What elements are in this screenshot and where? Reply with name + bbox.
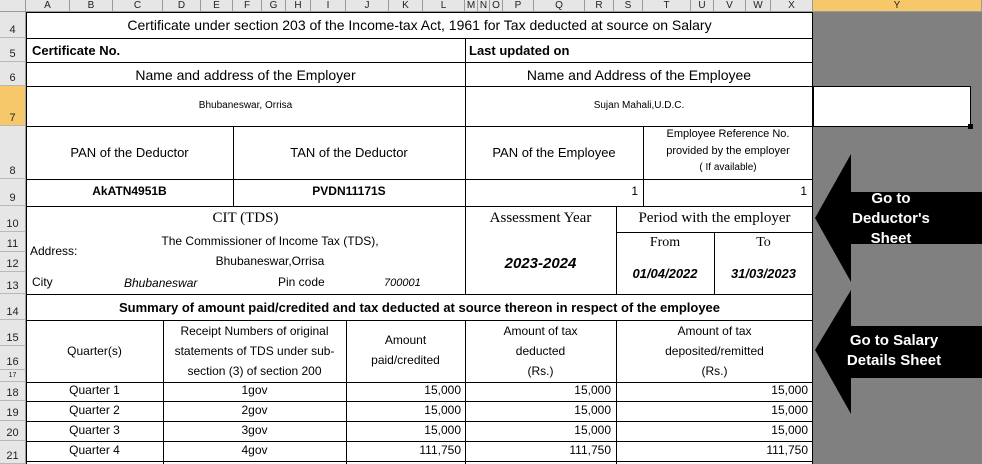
row-header-11[interactable]: 11 bbox=[0, 232, 26, 252]
row-header-7[interactable]: 7 bbox=[0, 86, 26, 126]
column-header-b[interactable]: B bbox=[70, 0, 113, 12]
tax-deducted-header-1: Amount of tax bbox=[503, 324, 578, 338]
row-header-14[interactable]: 14 bbox=[0, 294, 26, 320]
pin-value[interactable]: 700001 bbox=[384, 277, 421, 289]
receipt-header-1: Receipt Numbers of original bbox=[180, 324, 329, 338]
row-header-20[interactable]: 20 bbox=[0, 421, 26, 441]
tax-deducted-header-2: deducted bbox=[515, 344, 566, 358]
row-header-16[interactable]: 16 bbox=[0, 346, 26, 370]
fill-handle[interactable] bbox=[968, 124, 973, 129]
tax-deposited-cell[interactable]: 111,750 bbox=[766, 443, 808, 457]
column-header-u[interactable]: U bbox=[691, 0, 714, 12]
to-date[interactable]: 31/03/2023 bbox=[730, 266, 797, 281]
column-header-q[interactable]: Q bbox=[534, 0, 585, 12]
amount-cell[interactable]: 15,000 bbox=[424, 423, 461, 437]
salary-button-label[interactable]: Go to Salary Details Sheet bbox=[846, 332, 942, 369]
receipt-header-3: section (3) of section 200 bbox=[187, 364, 322, 378]
pin-label: Pin code bbox=[278, 275, 325, 289]
tan-deductor-value[interactable]: PVDN11171S bbox=[312, 184, 386, 198]
from-label: From bbox=[649, 235, 681, 250]
column-header-n[interactable]: N bbox=[478, 0, 490, 12]
tax-deposited-header-3: (Rs.) bbox=[701, 364, 728, 378]
certificate-title: Certificate under section 203 of the Income-tax Act, 1961 for Tax deducted at source on Salary bbox=[127, 17, 712, 33]
row-header-8[interactable]: 8 bbox=[0, 126, 26, 179]
receipt-header-2: statements of TDS under sub- bbox=[174, 344, 335, 358]
row-header-6[interactable]: 6 bbox=[0, 62, 26, 86]
amount-cell[interactable]: 15,000 bbox=[424, 383, 461, 397]
quarter-cell[interactable]: Quarter 2 bbox=[69, 403, 120, 417]
amount-header-2: paid/credited bbox=[371, 353, 440, 367]
employee-header: Name and Address of the Employee bbox=[526, 67, 752, 83]
tax-deposited-cell[interactable]: 15,000 bbox=[771, 423, 808, 437]
row-header-5[interactable]: 5 bbox=[0, 38, 26, 62]
row-header-15[interactable]: 15 bbox=[0, 320, 26, 346]
tax-deducted-header-3: (Rs.) bbox=[527, 364, 554, 378]
row-header-19[interactable]: 19 bbox=[0, 401, 26, 421]
column-header-v[interactable]: V bbox=[714, 0, 746, 12]
column-header-p[interactable]: P bbox=[503, 0, 534, 12]
period-label: Period with the employer bbox=[638, 210, 791, 226]
column-header-y[interactable]: Y bbox=[813, 0, 982, 12]
city-value[interactable]: Bhubaneswar bbox=[124, 276, 198, 290]
cit-label: CIT (TDS) bbox=[212, 210, 279, 226]
tax-deducted-cell[interactable]: 111,750 bbox=[569, 443, 611, 457]
address-label: Address: bbox=[30, 244, 78, 258]
column-header-c[interactable]: C bbox=[113, 0, 163, 12]
receipt-cell[interactable]: 3gov bbox=[241, 423, 268, 437]
column-header-m[interactable]: M bbox=[465, 0, 478, 12]
tax-deposited-cell[interactable]: 15,000 bbox=[771, 383, 808, 397]
column-header-l[interactable]: L bbox=[423, 0, 465, 12]
assessment-year-value[interactable]: 2023-2024 bbox=[504, 255, 577, 272]
employee-name[interactable]: Sujan Mahali,U.D.C. bbox=[593, 100, 685, 111]
row-header-13[interactable]: 13 bbox=[0, 272, 26, 294]
quarter-cell[interactable]: Quarter 1 bbox=[69, 383, 120, 397]
employer-header: Name and address of the Employer bbox=[135, 67, 356, 83]
emp-ref-label-2: provided by the employer bbox=[666, 145, 790, 157]
employer-address[interactable]: Bhubaneswar, Orrisa bbox=[198, 100, 293, 111]
amount-cell[interactable]: 111,750 bbox=[419, 443, 461, 457]
column-header-i[interactable]: I bbox=[311, 0, 346, 12]
pan-employee-value[interactable]: 1 bbox=[631, 184, 638, 198]
column-header-h[interactable]: H bbox=[286, 0, 311, 12]
amount-header-1: Amount bbox=[384, 333, 427, 347]
emp-ref-label-3: ( If available) bbox=[699, 162, 757, 173]
row-header-4[interactable]: 4 bbox=[0, 12, 26, 38]
city-label: City bbox=[32, 275, 53, 289]
tax-deducted-cell[interactable]: 15,000 bbox=[574, 423, 611, 437]
row-header-17[interactable]: 17 bbox=[0, 370, 26, 382]
column-header-f[interactable]: F bbox=[233, 0, 262, 12]
tax-deposited-header-2: deposited/remitted bbox=[665, 344, 764, 358]
quarter-cell[interactable]: Quarter 4 bbox=[69, 443, 120, 457]
column-header-x[interactable]: X bbox=[771, 0, 813, 12]
pan-deductor-label: PAN of the Deductor bbox=[70, 145, 189, 160]
certificate-no-label: Certificate No. bbox=[32, 43, 121, 58]
deductor-button-label[interactable]: Go to Deductor's Sheet bbox=[852, 190, 930, 247]
tax-deposited-cell[interactable]: 15,000 bbox=[771, 403, 808, 417]
emp-ref-value[interactable]: 1 bbox=[800, 184, 807, 198]
column-header-d[interactable]: D bbox=[163, 0, 201, 12]
column-header-s[interactable]: S bbox=[614, 0, 643, 12]
row-header-10[interactable]: 10 bbox=[0, 206, 26, 232]
from-date[interactable]: 01/04/2022 bbox=[632, 266, 698, 281]
column-header-a[interactable]: A bbox=[26, 0, 70, 12]
summary-title: Summary of amount paid/credited and tax deducted at source thereon in respect of the employee bbox=[118, 300, 721, 315]
row-header-21[interactable]: 21 bbox=[0, 441, 26, 464]
cit-address-line1[interactable]: The Commissioner of Income Tax (TDS), bbox=[161, 234, 379, 248]
quarter-header: Quarter(s) bbox=[67, 344, 122, 358]
column-header-g[interactable]: G bbox=[262, 0, 286, 12]
column-header-r[interactable]: R bbox=[585, 0, 614, 12]
receipt-cell[interactable]: 1gov bbox=[241, 383, 268, 397]
row-header-12[interactable]: 12 bbox=[0, 252, 26, 272]
to-label: To bbox=[756, 235, 771, 250]
column-header-k[interactable]: K bbox=[389, 0, 423, 12]
select-all-corner[interactable] bbox=[0, 0, 26, 12]
emp-ref-label-1: Employee Reference No. bbox=[666, 128, 790, 140]
column-header-w[interactable]: W bbox=[746, 0, 771, 12]
row-header-18[interactable]: 18 bbox=[0, 382, 26, 401]
tax-deducted-cell[interactable]: 15,000 bbox=[574, 383, 611, 397]
row-header-9[interactable]: 9 bbox=[0, 179, 26, 206]
pan-deductor-value[interactable]: AkATN4951B bbox=[92, 184, 167, 198]
assessment-year-label: Assessment Year bbox=[489, 210, 592, 226]
quarter-cell[interactable]: Quarter 3 bbox=[69, 423, 120, 437]
pan-employee-label: PAN of the Employee bbox=[492, 145, 616, 160]
amount-cell[interactable]: 15,000 bbox=[424, 403, 461, 417]
column-header-e[interactable]: E bbox=[201, 0, 233, 12]
tan-deductor-label: TAN of the Deductor bbox=[290, 145, 408, 160]
last-updated-label: Last updated on bbox=[469, 43, 570, 58]
column-header-t[interactable]: T bbox=[643, 0, 691, 12]
receipt-cell[interactable]: 2gov bbox=[241, 403, 268, 417]
cit-address-line2[interactable]: Bhubaneswar,Orrisa bbox=[215, 254, 325, 268]
tax-deducted-cell[interactable]: 15,000 bbox=[574, 403, 611, 417]
column-header-o[interactable]: O bbox=[490, 0, 503, 12]
column-header-j[interactable]: J bbox=[346, 0, 389, 12]
tax-deposited-header-1: Amount of tax bbox=[677, 324, 752, 338]
receipt-cell[interactable]: 4gov bbox=[241, 443, 268, 457]
selected-cell-y7[interactable] bbox=[813, 86, 971, 127]
